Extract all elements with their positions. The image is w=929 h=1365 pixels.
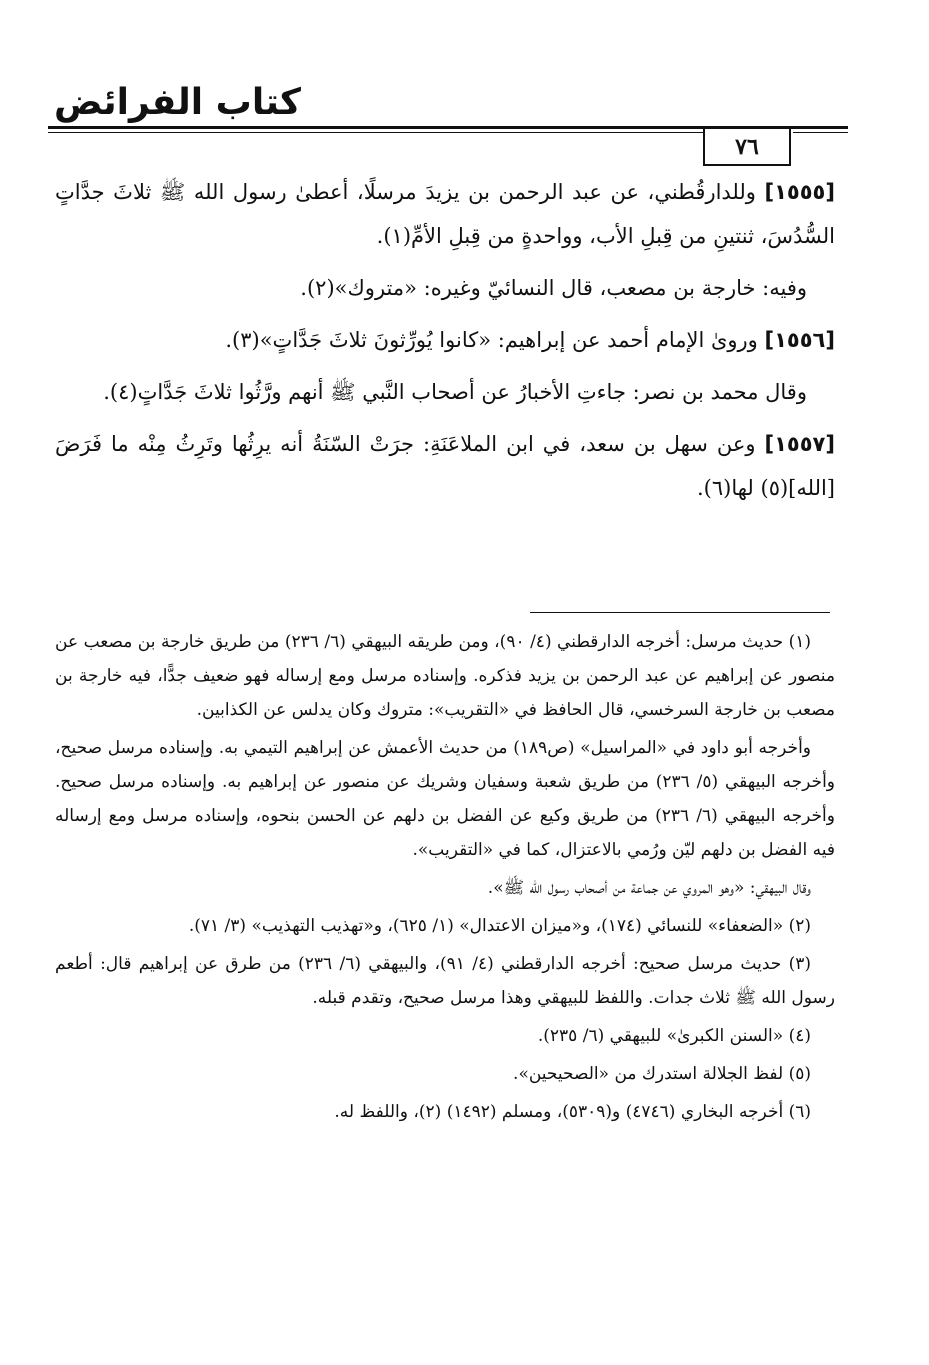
footnote: (٤) «السنن الكبرىٰ» للبيهقي (٦/ ٢٣٥). [537, 1026, 811, 1046]
footnote: (٥) لفظ الجلالة استدرك من «الصحيحين». [513, 1064, 811, 1084]
hadith-number: [١٥٥٧] [764, 432, 835, 456]
footnote-separator [530, 612, 830, 613]
hadith-number: [١٥٥٦] [764, 328, 835, 352]
footnote: (٢) «الضعفاء» للنسائي (١٧٤)، و«ميزان الاعتدال» (١/ ٦٢٥)، و«تهذيب التهذيب» (٣/ ٧١). [188, 916, 811, 936]
footnote: (٦) أخرجه البخاري (٤٧٤٦) و(٥٣٠٩)، ومسلم (١٤٩٢) (٢)، واللفظ له. [334, 1102, 811, 1122]
page-header [48, 70, 848, 170]
footnote: وقال البيهقي: «وهو المروي عن جماعة من أصحاب رسول الله ﷺ». [487, 878, 811, 898]
hadith-number: [١٥٥٥] [764, 180, 835, 204]
hadith-1555 [55, 170, 835, 258]
hadith-1557 [55, 422, 835, 510]
footnotes [55, 625, 835, 1133]
commentary: وقال محمد بن نصر: جاءتِ الأخبارُ عن أصحاب النَّبي ﷺ أنهم ورَّثُوا ثلاثَ جَدَّاتٍ(٤). [103, 380, 807, 404]
hadith-text: وعن سهل بن سعد، في ابن الملاعَنَةِ: جرَتْ السّنَةُ أنه يرِثُها وتَرِثُ مِنْه ما فَرَضَ [الله](٥) لها(٦). [55, 432, 835, 500]
footnote: (١) حديث مرسل: أخرجه الدارقطني (٤/ ٩٠)، ومن طريقه البيهقي (٦/ ٢٣٦) من طريق خارجة بن مصعب عن منصور عن إبراهيم عن عبد الرحمن بن يزيد فذكره. وإسناده مرسل ومع إرساله فهو ضعيف جدًّا، فيه خارجة بن مصعب بن خارجة السرخسي، قال الحافظ في «التقريب»: متروك وكان يدلس عن الكذابين. [55, 632, 835, 720]
commentary: وفيه: خارجة بن مصعب، قال النسائيّ وغيره: «متروك»(٢). [300, 276, 807, 300]
header-rule-right [793, 132, 848, 133]
footnote: وأخرجه أبو داود في «المراسيل» (ص١٨٩) من حديث الأعمش عن إبراهيم التيمي به. وإسناده مرسل صحيح، وأخرجه البيهقي (٥/ ٢٣٦) من طريق شعبة وسفيان وشريك عن منصور عن إبراهيم به. وإسناده مرسل صحيح. وأخرجه البيهقي (٦/ ٢٣٦) من طريق وكيع عن الفضل بن دلهم عن الحسن بنحوه، وإسناده مرسل ومع إرساله فيه الفضل بن دلهم ليّن ورُمي بالاعتزال، كما في «التقريب». [55, 738, 835, 860]
page-number: ٧٦ [703, 126, 791, 166]
main-text [55, 170, 835, 518]
book-title: كتاب الفرائض [54, 82, 301, 123]
footnote: (٣) حديث مرسل صحيح: أخرجه الدارقطني (٤/ ٩١)، والبيهقي (٦/ ٢٣٦) من طرق عن إبراهيم قال: أطعم رسول الله ﷺ ثلاث جدات. واللفظ للبيهقي وهذا مرسل صحيح، وتقدم قبله. [55, 954, 835, 1008]
hadith-1556 [55, 318, 835, 362]
hadith-text: ورویٰ الإمام أحمد عن إبراهيم: «كانوا يُورِّثونَ ثلاثَ جَدَّاتٍ»(٣). [225, 328, 765, 352]
header-rule-thin [48, 132, 703, 133]
hadith-text: وللدارقُطني، عن عبد الرحمن بن يزيدَ مرسلًا، أعطىٰ رسول الله ﷺ ثلاثَ جدَّاتٍ السُّدُسَ، ثنتينِ من قِبلِ الأب، وواحدةٍ من قِبلِ الأمِّ(١). [55, 180, 835, 248]
